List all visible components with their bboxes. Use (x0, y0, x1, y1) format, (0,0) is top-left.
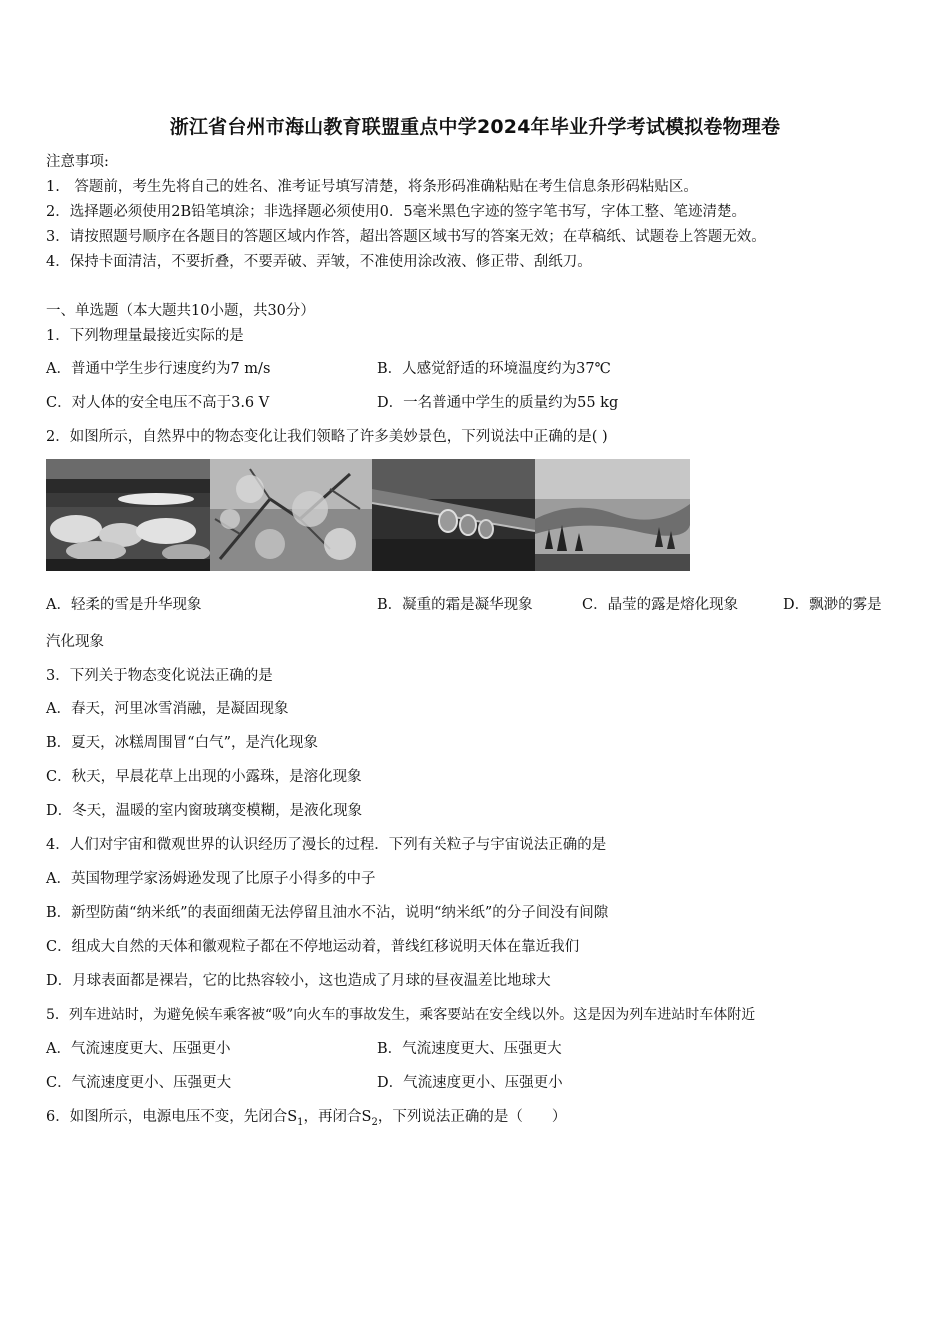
q3-option-c: C．秋天，早晨花草上出现的小露珠，是溶化现象 (46, 769, 362, 785)
q1-option-a: A．普通中学生步行速度约为7 m/s (46, 361, 271, 377)
question-4-stem: 4．人们对宇宙和微观世界的认识经历了漫长的过程．下列有关粒子与宇宙说法正确的是 (46, 837, 607, 853)
q4-option-a: A．英国物理学家汤姆逊发现了比原子小得多的中子 (46, 871, 376, 887)
exam-title: 浙江省台州市海山教育联盟重点中学2024年毕业升学考试模拟卷物理卷 (169, 116, 781, 138)
q2-option-a: A．轻柔的雪是升华现象 (46, 597, 202, 613)
question-5-stem: 5．列车进站时，为避免候车乘客被“吸”向火车的事故发生，乘客要站在安全线以外。这是因为列车进站时车体附近 (46, 1007, 756, 1023)
frost-photo (210, 459, 372, 571)
notice-heading: 注意事项: (46, 154, 109, 170)
question-6-stem (46, 1107, 566, 1133)
question-1-stem: 1．下列物理量最接近实际的是 (46, 328, 244, 344)
q6-stem-part-2: ，再闭合S (303, 1109, 372, 1125)
q4-option-d: D．月球表面都是裸岩，它的比热容较小，这也造成了月球的昼夜温差比地球大 (46, 973, 551, 989)
q6-subscript-2: 2 (371, 1116, 378, 1128)
snow-photo (46, 459, 210, 571)
q3-option-b: B．夏天，冰糕周围冒“白气”，是汽化现象 (46, 735, 318, 751)
q5-option-b: B．气流速度更大、压强更大 (377, 1041, 562, 1057)
dew-photo (372, 459, 535, 571)
q2-option-d-continued: 汽化现象 (46, 634, 104, 650)
q2-option-c: C．晶莹的露是熔化现象 (582, 597, 739, 613)
notice-item-3: 3．请按照题号顺序在各题目的答题区域内作答，超出答题区域书写的答案无效；在草稿纸、试题卷上答题无效。 (46, 229, 766, 245)
notice-item-1: 1. 答题前，考生先将自己的姓名、准考证号填写清楚，将条形码准确粘贴在考生信息条形码粘贴区。 (46, 179, 698, 195)
question-3-stem: 3．下列关于物态变化说法正确的是 (46, 668, 273, 684)
q1-option-c: C．对人体的安全电压不高于3.6 V (46, 395, 270, 411)
question-2-stem: 2．如图所示，自然界中的物态变化让我们领略了许多美妙景色，下列说法中正确的是( ) (46, 429, 608, 445)
notice-item-4: 4．保持卡面清洁，不要折叠，不要弄破、弄皱，不准使用涂改液、修正带、刮纸刀。 (46, 254, 592, 270)
q3-option-a: A．春天，河里冰雪消融，是凝固现象 (46, 701, 289, 717)
q6-stem-part-3: ，下列说法正确的是（ ） (377, 1109, 567, 1125)
fog-photo (535, 459, 690, 571)
q3-option-d: D．冬天，温暖的室内窗玻璃变模糊，是液化现象 (46, 803, 363, 819)
nature-photo-strip (46, 459, 690, 571)
q1-option-d: D．一名普通中学生的质量约为55 kg (377, 395, 619, 411)
q4-option-b: B．新型防菌“纳米纸”的表面细菌无法停留且油水不沾，说明“纳米纸”的分子间没有间隙 (46, 905, 609, 921)
q6-subscript-1: 1 (297, 1116, 304, 1128)
q2-option-b: B．凝重的霜是凝华现象 (377, 597, 533, 613)
notice-item-2: 2．选择题必须使用2B铅笔填涂；非选择题必须使用0．5毫米黑色字迹的签字笔书写，字体工整、笔迹清楚。 (46, 204, 747, 220)
section-heading: 一、单选题（本大题共10小题，共30分） (46, 303, 315, 319)
q5-option-c: C．气流速度更小、压强更大 (46, 1075, 232, 1091)
q1-option-b: B．人感觉舒适的环境温度约为37℃ (377, 361, 611, 377)
q5-option-a: A．气流速度更大、压强更小 (46, 1041, 231, 1057)
q5-option-d: D．气流速度更小、压强更小 (377, 1075, 563, 1091)
q4-option-c: C．组成大自然的天体和徽观粒子都在不停地运动着，普线红移说明天体在靠近我们 (46, 939, 580, 955)
q6-stem-part-1: 6．如图所示，电源电压不变，先闭合S (46, 1109, 298, 1125)
q2-option-d: D．飘渺的雾是 (783, 597, 882, 613)
